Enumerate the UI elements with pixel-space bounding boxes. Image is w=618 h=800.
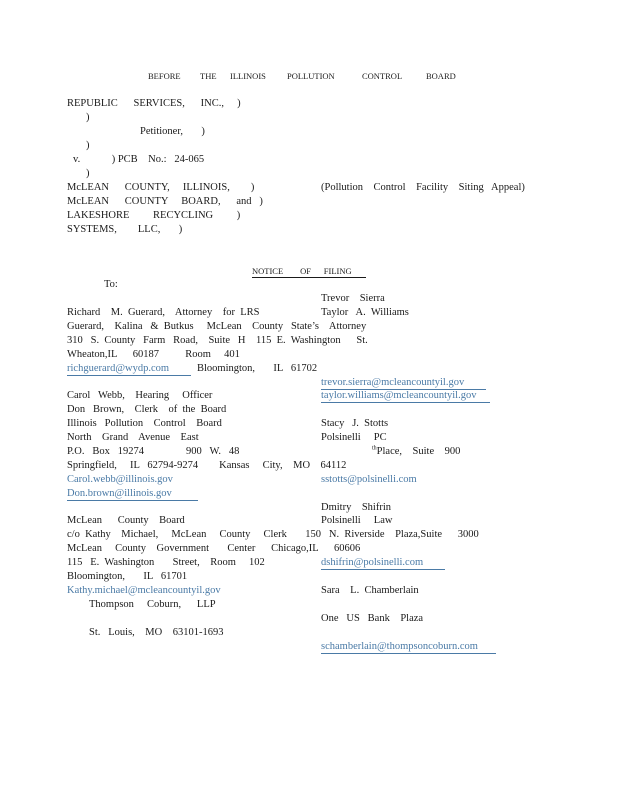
- recipient-pobox: P.O. Box 19274 900 W. 48: [67, 446, 240, 457]
- recipient-webb-name: Carol Webb, Hearing Officer: [67, 390, 213, 401]
- caption-line-3: Petitioner, ): [140, 126, 205, 137]
- email-stotts-link[interactable]: sstotts@polsinelli.com: [321, 474, 417, 485]
- recipient-sierra-name: Trevor Sierra: [321, 293, 385, 304]
- recipient-government-center: McLean County Government Center Chicago,IL 60606: [67, 543, 361, 554]
- email-williams-link[interactable]: taylor.williams@mcleancountyil.gov: [321, 390, 490, 403]
- header-control: CONTROL: [362, 71, 403, 81]
- recipient-ipcb: Illinois Pollution Control Board: [67, 418, 222, 429]
- ordinal-suffix: th: [372, 445, 377, 452]
- caption-line-9: LAKESHORE RECYCLING ): [67, 210, 241, 221]
- caption-line-7: McLEAN COUNTY, ILLINOIS, ): [67, 182, 255, 193]
- recipient-line-address: 310 S. County Farm Road, Suite H 115 E. Washington St.: [67, 335, 368, 346]
- header-before: BEFORE: [148, 71, 181, 81]
- recipient-bloomington-2: Bloomington, IL 61701: [67, 571, 188, 582]
- email-shifrin-link[interactable]: dshifrin@polsinelli.com: [321, 557, 445, 570]
- email-michael-link[interactable]: Kathy.michael@mcleancountyil.gov: [67, 585, 221, 596]
- recipient-polsinelli-law: Polsinelli Law: [321, 515, 393, 526]
- recipient-grand-avenue: North Grand Avenue East: [67, 432, 199, 443]
- notice-to: To:: [104, 279, 118, 290]
- recipient-michael-line: c/o Kathy Michael, McLean County Clerk 150 N. Riverside Plaza,Suite 3000: [67, 529, 479, 540]
- recipient-polsinelli-pc: Polsinelli PC: [321, 432, 387, 443]
- caption-line-8: McLEAN COUNTY BOARD, and ): [67, 196, 263, 207]
- recipient-line-city: Wheaton,IL 60187 Room 401: [67, 349, 240, 360]
- notice-title: NOTICE OF FILING: [252, 265, 366, 278]
- caption-line-4: ): [86, 140, 90, 151]
- recipient-mclean-board: McLean County Board: [67, 515, 185, 526]
- recipient-thompson-coburn: Thompson Coburn, LLP: [89, 599, 216, 610]
- recipient-washington-street: 115 E. Washington Street, Room 102: [67, 557, 265, 568]
- recipient-shifrin-name: Dmitry Shifrin: [321, 502, 391, 513]
- caption-line-5: v. ) PCB No.: 24-065: [73, 154, 205, 165]
- caption-appeal: (Pollution Control Facility Siting Appeal): [321, 182, 525, 193]
- email-brown-link[interactable]: Don.brown@illinois.gov: [67, 488, 198, 501]
- recipient-place: [372, 446, 460, 458]
- email-guerard-link[interactable]: richguerard@wydp.com: [67, 363, 191, 376]
- caption-line-6: ): [86, 168, 90, 179]
- caption-line-1: REPUBLIC SERVICES, INC., ): [67, 98, 241, 109]
- recipient-line-firm: Guerard, Kalina & Butkus McLean County State’s Attorney: [67, 321, 367, 332]
- recipient-williams-name: Taylor A. Williams: [321, 307, 409, 318]
- recipient-springfield: Springfield, IL 62794-9274 Kansas City, MO 64112: [67, 460, 347, 471]
- recipient-place-text: Place, Suite 900: [376, 446, 461, 457]
- header-illinois: ILLINOIS: [230, 71, 266, 81]
- caption-line-10: SYSTEMS, LLC, ): [67, 224, 183, 235]
- email-chamberlain-link[interactable]: schamberlain@thompsoncoburn.com: [321, 641, 496, 654]
- recipient-stotts-name: Stacy J. Stotts: [321, 418, 389, 429]
- email-sierra-link[interactable]: trevor.sierra@mcleancountyil.gov: [321, 377, 486, 390]
- header-board: BOARD: [426, 71, 456, 81]
- header-the: THE: [200, 71, 217, 81]
- header-pollution: POLLUTION: [287, 71, 335, 81]
- recipient-bloomington: Bloomington, IL 61702: [197, 363, 318, 374]
- email-webb-link[interactable]: Carol.webb@illinois.gov: [67, 474, 173, 485]
- recipient-one-us-bank: One US Bank Plaza: [321, 613, 424, 624]
- recipient-guerard-name: Richard M. Guerard, Attorney for LRS: [67, 307, 260, 318]
- caption-line-2: ): [86, 112, 90, 123]
- recipient-brown-name: Don Brown, Clerk of the Board: [67, 404, 227, 415]
- recipient-chamberlain-name: Sara L. Chamberlain: [321, 585, 419, 596]
- recipient-st-louis: St. Louis, MO 63101-1693: [89, 627, 224, 638]
